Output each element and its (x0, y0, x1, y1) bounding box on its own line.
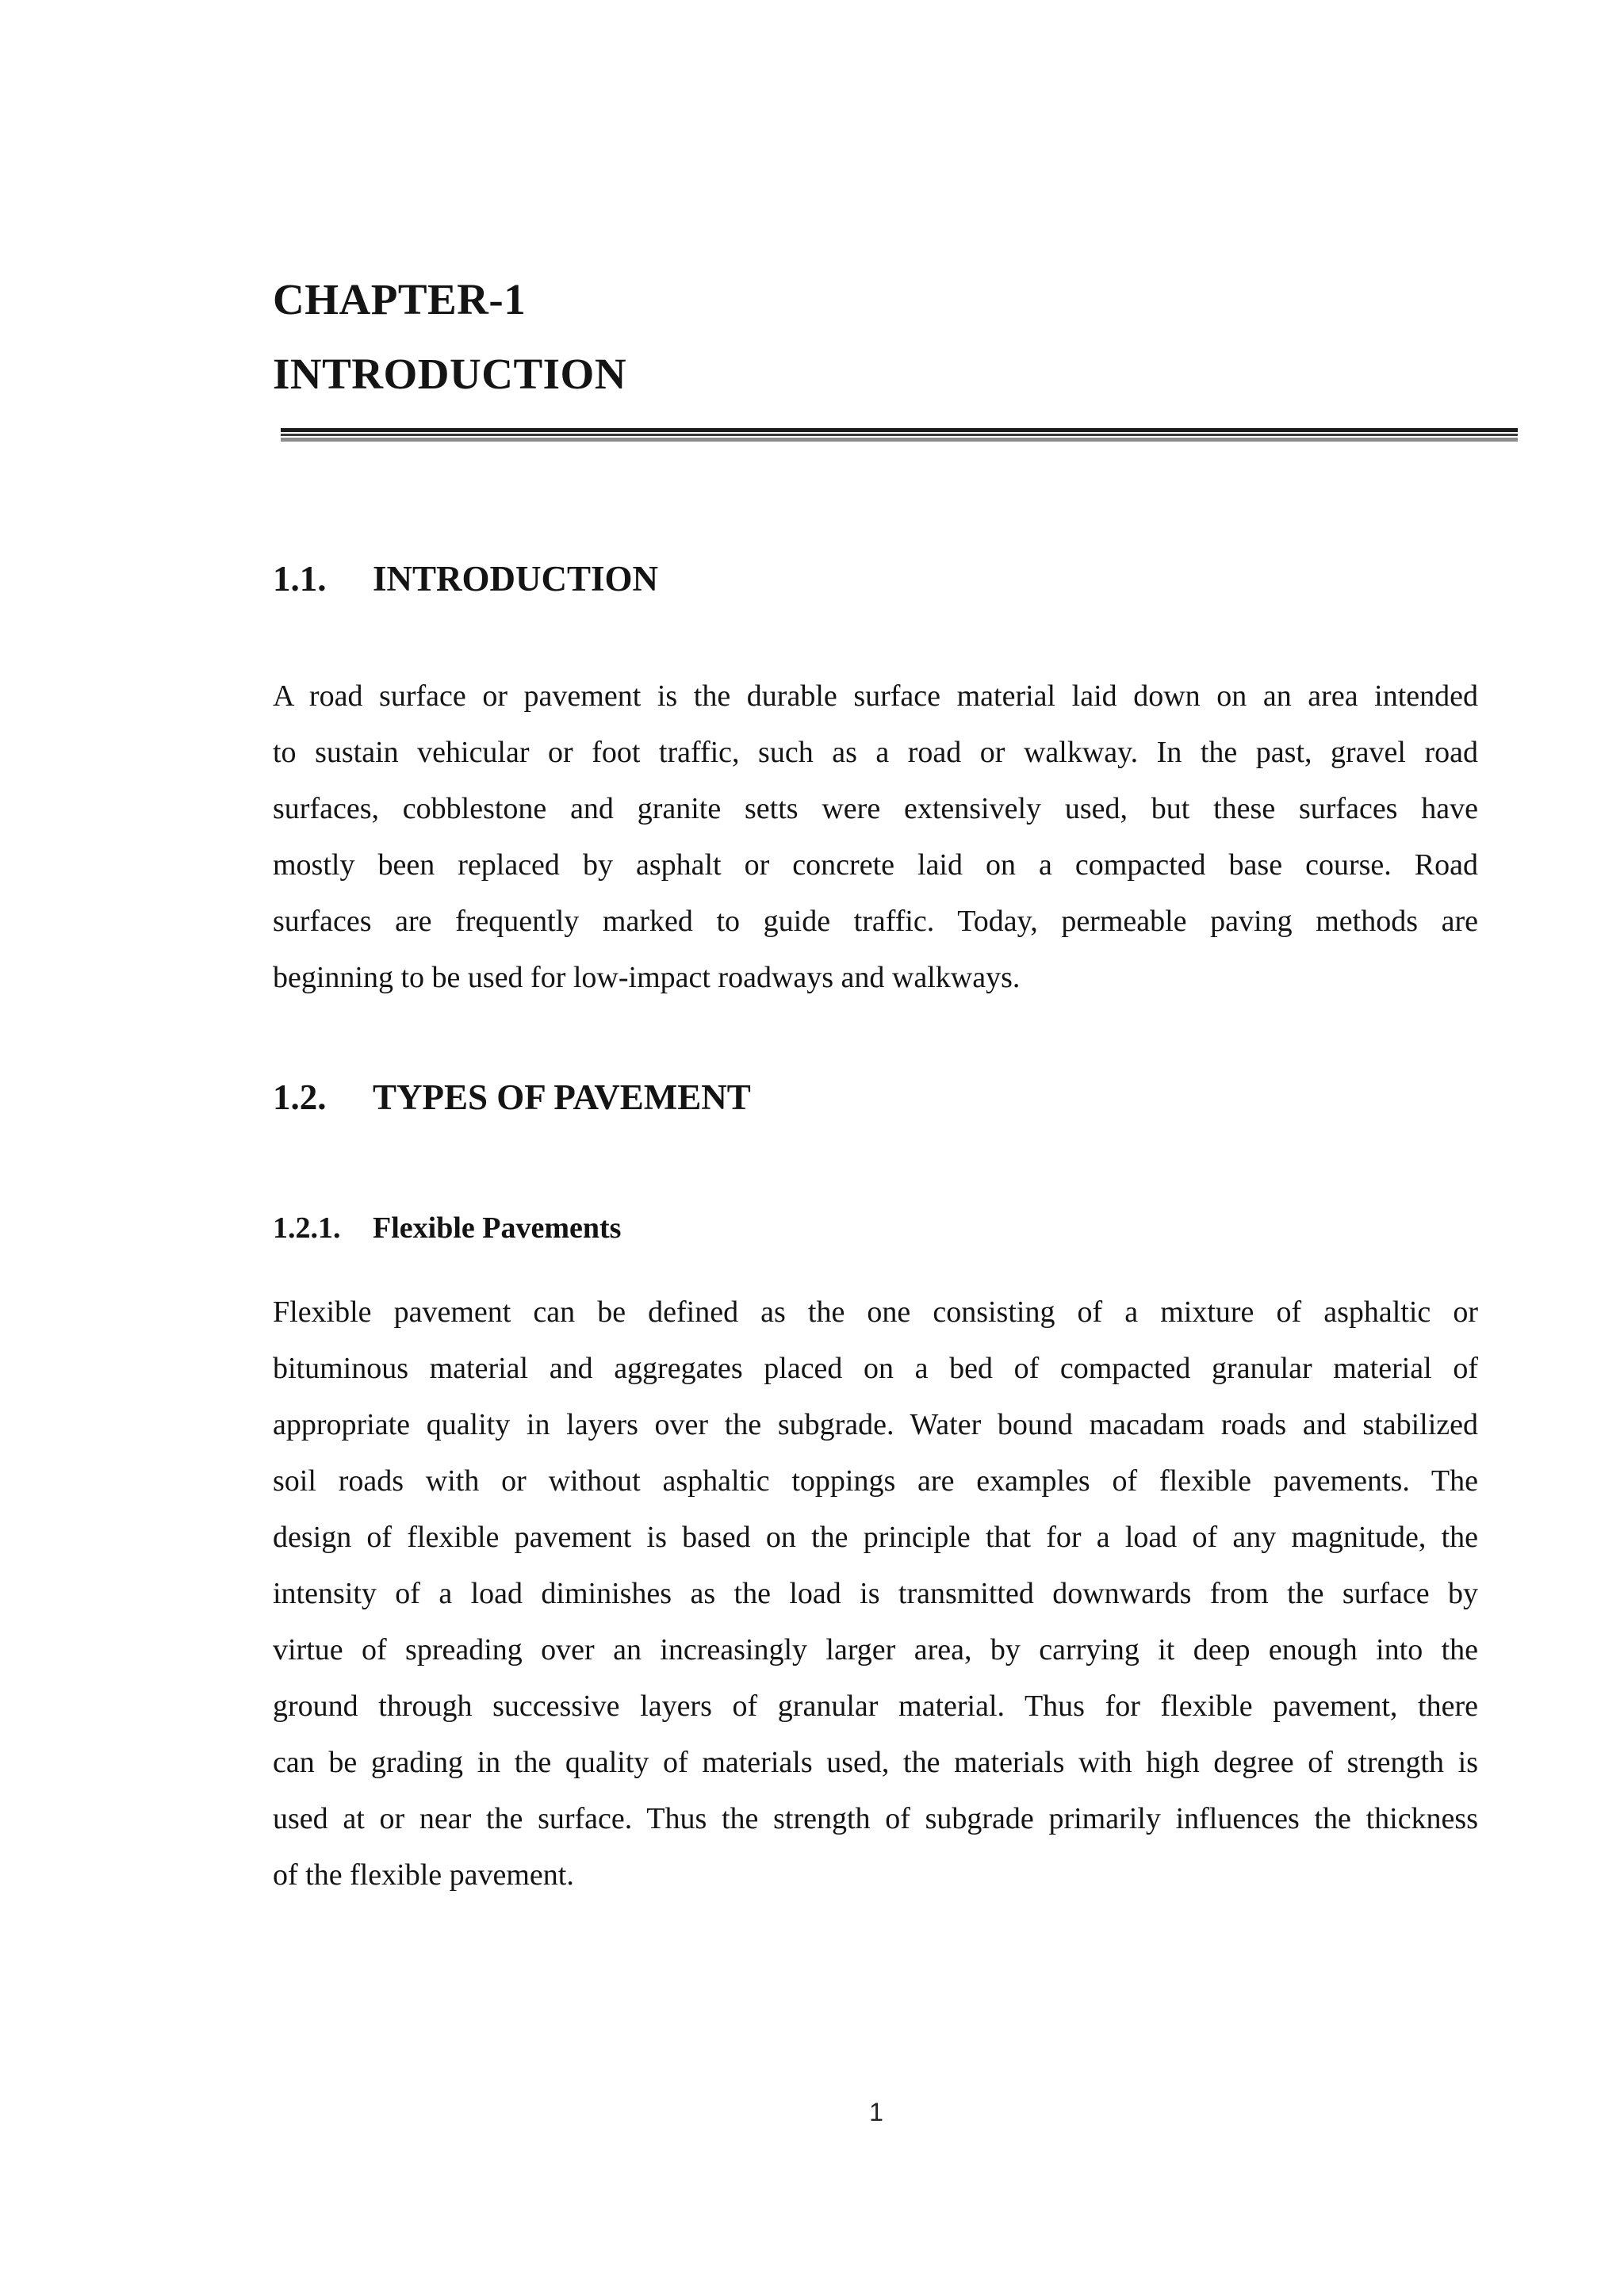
paragraph-line: can be grading in the quality of materials used, the materials with high degree of strength is (273, 1746, 1478, 1779)
divider-line-shadow (281, 438, 1518, 442)
section-number: 1.1. (273, 559, 327, 599)
paragraph-line: bituminous material and aggregates placed on a bed of compacted granular material of (273, 1352, 1478, 1385)
introduction-paragraph (273, 668, 1478, 1006)
chapter-number: CHAPTER-1 (273, 275, 527, 323)
paragraph-line: soil roads with or without asphaltic toppings are examples of flexible pavements. The (273, 1464, 1478, 1498)
subsection-heading-flexible-pavements (273, 1213, 621, 1243)
flexible-pavements-paragraph (273, 1284, 1478, 1904)
paragraph-line: of the flexible pavement. (273, 1858, 574, 1892)
paragraph-line: appropriate quality in layers over the subgrade. Water bound macadam roads and stabilized (273, 1408, 1478, 1441)
chapter-divider (281, 428, 1518, 444)
paragraph-line: used at or near the surface. Thus the strength of subgrade primarily influences the thickness (273, 1802, 1478, 1835)
paragraph-line: to sustain vehicular or foot traffic, such as a road or walkway. In the past, gravel road (273, 736, 1478, 769)
paragraph-line: design of flexible pavement is based on the principle that for a load of any magnitude, the (273, 1521, 1478, 1554)
chapter-title: INTRODUCTION (273, 350, 627, 398)
section-title: INTRODUCTION (373, 559, 659, 599)
paragraph-line: Flexible pavement can be defined as the one consisting of a mixture of asphaltic or (273, 1295, 1478, 1329)
paragraph-line: mostly been replaced by asphalt or concrete laid on a compacted base course. Road (273, 848, 1478, 882)
page-number: 1 (869, 2098, 883, 2126)
subsection-title: Flexible Pavements (373, 1211, 622, 1245)
section-heading-introduction (273, 561, 658, 597)
paragraph-line: beginning to be used for low-impact roadways and walkways. (273, 961, 1021, 994)
paragraph-line: surfaces are frequently marked to guide traffic. Today, permeable paving methods are (273, 905, 1478, 938)
paragraph-line: ground through successive layers of granular material. Thus for flexible pavement, there (273, 1689, 1478, 1723)
divider-line-middle (281, 434, 1518, 436)
paragraph-line: virtue of spreading over an increasingly larger area, by carrying it deep enough into the (273, 1633, 1478, 1667)
paragraph-line: intensity of a load diminishes as the load is transmitted downwards from the surface by (273, 1577, 1478, 1610)
section-heading-types-of-pavement (273, 1077, 751, 1117)
subsection-number: 1.2.1. (273, 1211, 341, 1245)
divider-line-top (281, 428, 1518, 432)
paragraph-line: surfaces, cobblestone and granite setts were extensively used, but these surfaces have (273, 792, 1478, 825)
section-number: 1.2. (273, 1077, 327, 1117)
section-title: TYPES OF PAVEMENT (373, 1077, 751, 1117)
paragraph-line: A road surface or pavement is the durable surface material laid down on an area intended (273, 679, 1478, 713)
